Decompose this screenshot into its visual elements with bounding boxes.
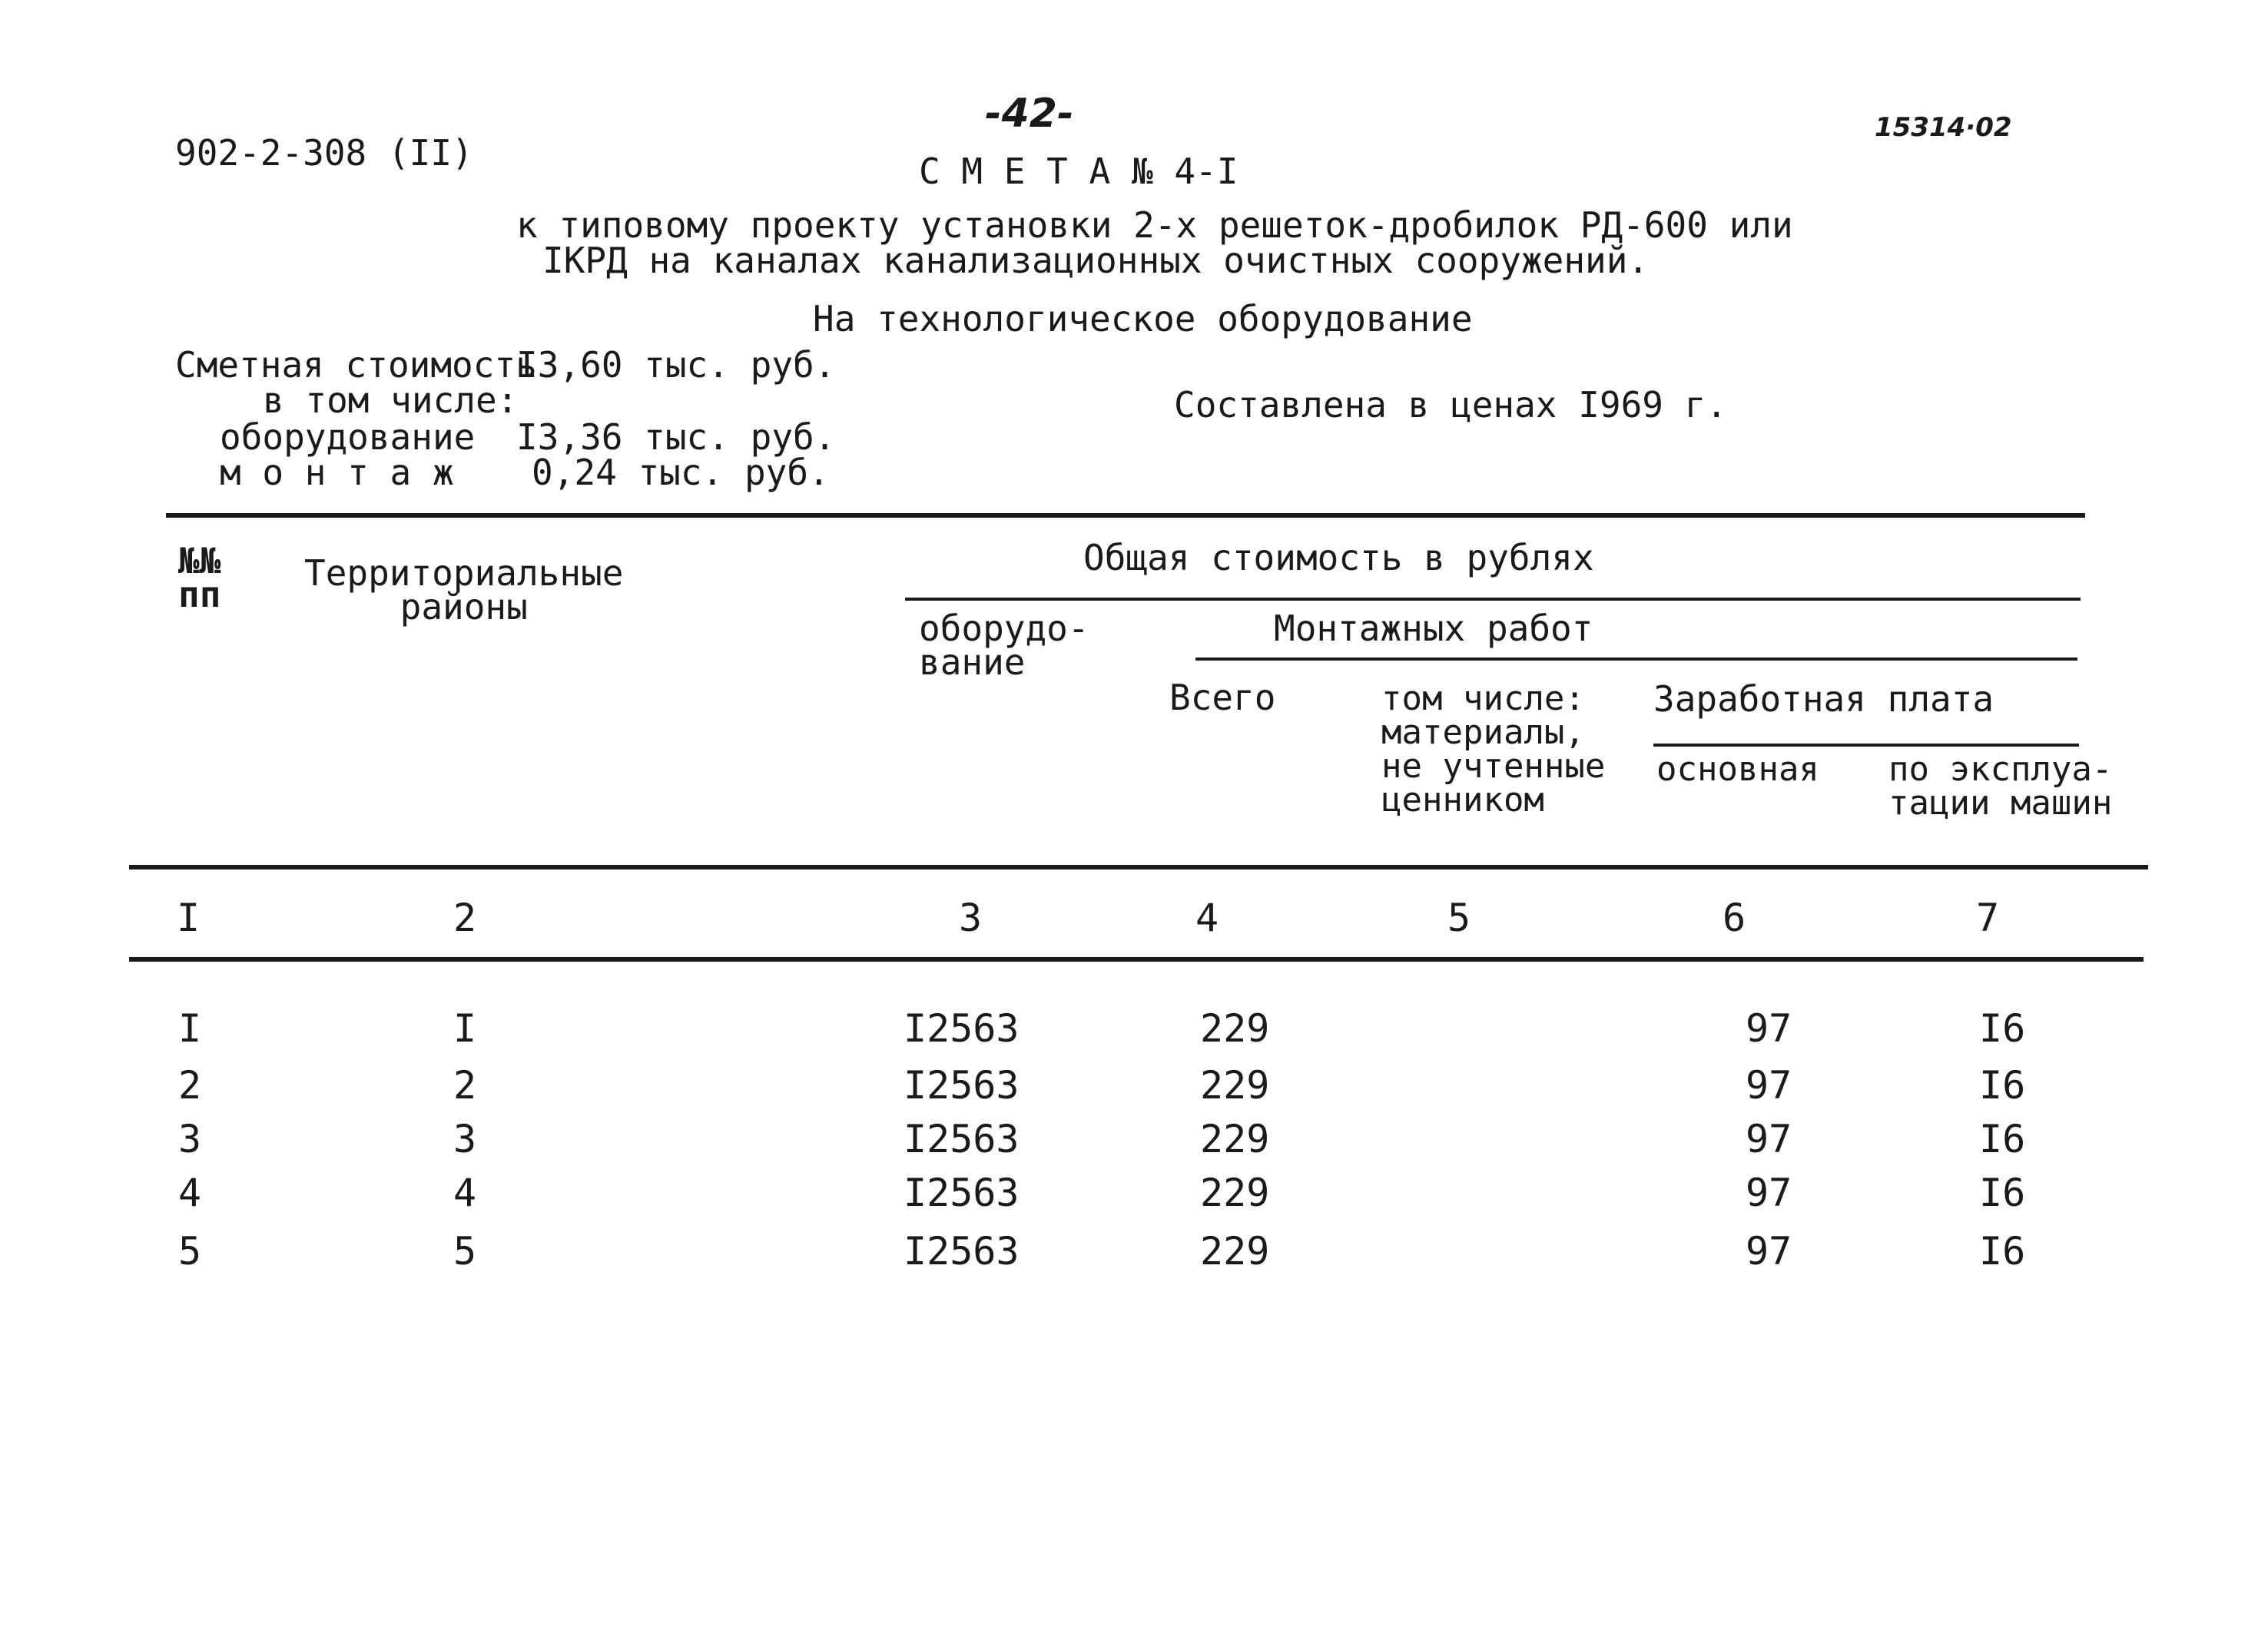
wages-main-cell: 97 xyxy=(1746,1006,1792,1051)
column-header-mounting: Монтажных работ xyxy=(1274,608,1593,649)
total-cost-value: I3,60 тыс. руб. xyxy=(516,344,836,386)
archive-number: 15314·02 xyxy=(1875,112,2012,143)
row-number: 2 xyxy=(178,1063,202,1108)
column-header-wages: Заработная плата xyxy=(1653,678,1994,720)
equipment-cell: I2563 xyxy=(904,1006,1020,1051)
document-code: 902-2-308 (II) xyxy=(175,132,473,174)
total-cost-label: Сметная стоимость xyxy=(175,344,537,386)
equipment-label: оборудование xyxy=(220,416,476,458)
wages-machines-cell: I6 xyxy=(1979,1006,2026,1051)
column-number: 4 xyxy=(1195,896,1219,940)
prices-note: Составлена в ценах I969 г. xyxy=(1174,384,1728,426)
equipment-cell: I2563 xyxy=(904,1171,1020,1215)
wages-main-cell: 97 xyxy=(1746,1117,1792,1161)
subtitle-line-2: IКРД на каналах канализационных очистных сооружений. xyxy=(542,240,1650,281)
wages-machines-cell: I6 xyxy=(1979,1229,2026,1274)
mounting-total-cell: 229 xyxy=(1200,1117,1270,1161)
equipment-value: I3,36 тыс. руб. xyxy=(516,416,836,458)
header-bottom-rule xyxy=(129,865,2148,869)
column-header-equipment: оборудо- вание xyxy=(919,608,1089,683)
row-number: 5 xyxy=(178,1229,202,1274)
column-number: 7 xyxy=(1976,896,2000,940)
equipment-cell: I2563 xyxy=(904,1063,1020,1108)
column-header-region: Территориальные районы xyxy=(304,552,624,628)
equipment-cell: I2563 xyxy=(904,1229,1020,1274)
mounting-rule xyxy=(1195,658,2077,661)
column-header-total-cost: Общая стоимость в рублях xyxy=(1083,537,1594,578)
column-header-materials: том числе: материалы, не учтенные ценником xyxy=(1381,679,1606,820)
mounting-total-cell: 229 xyxy=(1200,1006,1270,1051)
document-title: С М Е Т А № 4-I xyxy=(919,151,1238,192)
mounting-total-cell: 229 xyxy=(1200,1171,1270,1215)
region-cell: I xyxy=(453,1006,477,1051)
wages-machines-cell: I6 xyxy=(1979,1171,2026,1215)
row-number: 3 xyxy=(178,1117,202,1161)
section-title: На технологическое оборудование xyxy=(813,298,1473,340)
column-header-all: Всего xyxy=(1169,677,1276,718)
region-cell: 5 xyxy=(453,1229,477,1274)
column-number: I xyxy=(177,896,201,940)
column-header-wages-machines: по эксплуа- тации машин xyxy=(1888,750,2113,823)
column-number: 3 xyxy=(959,896,983,940)
mounting-label: м о н т а ж xyxy=(220,452,454,493)
row-number: 4 xyxy=(178,1171,202,1215)
equipment-cell: I2563 xyxy=(904,1117,1020,1161)
row-number: I xyxy=(178,1006,202,1051)
wages-rule xyxy=(1653,744,2079,747)
including-label: в том числе: xyxy=(263,379,519,421)
column-number: 6 xyxy=(1723,896,1746,940)
subtitle-line-1: к типовому проекту установки 2-х решеток-дробилок РД-600 или xyxy=(516,204,1793,246)
column-header-wages-main: основная xyxy=(1656,750,1819,789)
page-number: -42- xyxy=(985,91,1074,137)
region-cell: 2 xyxy=(453,1063,477,1108)
mounting-total-cell: 229 xyxy=(1200,1063,1270,1108)
mounting-total-cell: 229 xyxy=(1200,1229,1270,1274)
total-cost-rule xyxy=(905,598,2081,601)
wages-main-cell: 97 xyxy=(1746,1063,1792,1108)
wages-machines-cell: I6 xyxy=(1979,1117,2026,1161)
column-number: 2 xyxy=(453,896,477,940)
region-cell: 4 xyxy=(453,1171,477,1215)
column-number: 5 xyxy=(1447,896,1471,940)
region-cell: 3 xyxy=(453,1117,477,1161)
table-top-rule xyxy=(166,513,2085,518)
wages-main-cell: 97 xyxy=(1746,1229,1792,1274)
column-header-number: №№ пп xyxy=(178,540,221,615)
wages-main-cell: 97 xyxy=(1746,1171,1792,1215)
mounting-value: 0,24 тыс. руб. xyxy=(532,452,830,493)
column-numbers-rule xyxy=(129,957,2144,962)
wages-machines-cell: I6 xyxy=(1979,1063,2026,1108)
